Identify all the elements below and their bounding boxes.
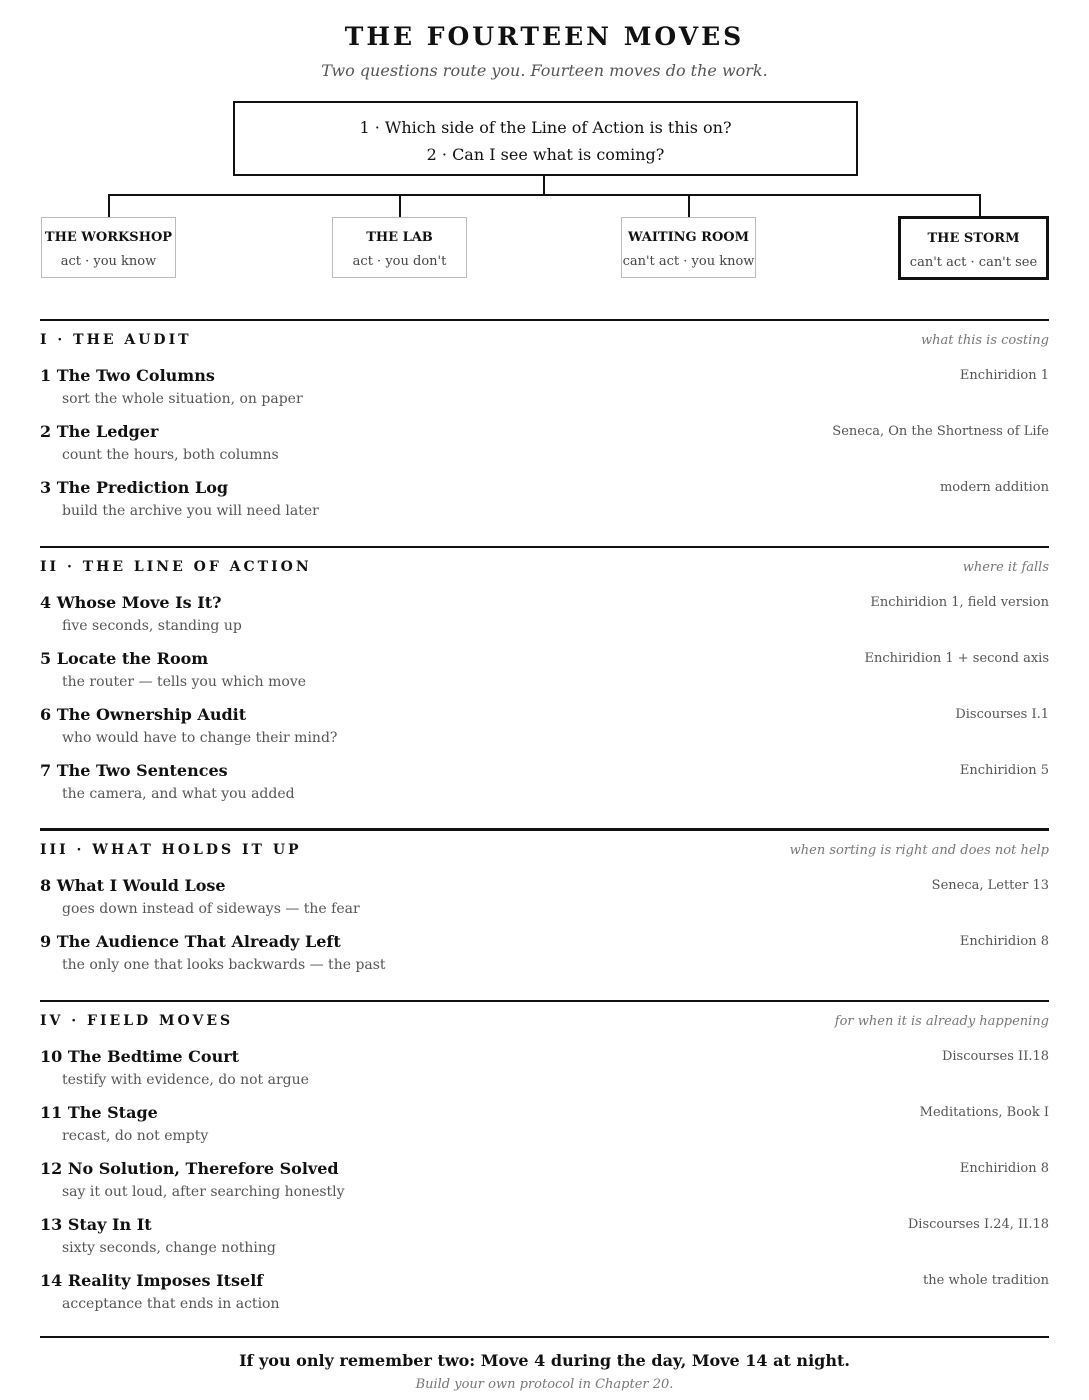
room-name: THE STORM	[927, 231, 1020, 246]
connector-stem	[543, 174, 545, 196]
move-description: build the archive you will need later	[62, 503, 319, 519]
move-description: who would have to change their mind?	[62, 730, 338, 746]
question-one: 1 · Which side of the Line of Action is this on?	[359, 118, 732, 137]
move-description: five seconds, standing up	[62, 618, 242, 634]
section-title: I · THE AUDIT	[40, 332, 192, 348]
move-item	[40, 761, 1049, 811]
connector-drop-storm	[979, 194, 981, 217]
room-condition: can't act · you know	[622, 254, 755, 269]
move-title: 4 Whose Move Is It?	[40, 593, 222, 612]
move-title: 7 The Two Sentences	[40, 761, 228, 780]
question-two: 2 · Can I see what is coming?	[426, 145, 665, 164]
room-condition: act · you know	[60, 254, 157, 269]
move-item	[40, 932, 1049, 982]
move-source: Enchiridion 1, field version	[870, 595, 1049, 610]
footer-note: Build your own protocol in Chapter 20.	[415, 1377, 674, 1392]
section-title: II · THE LINE OF ACTION	[40, 559, 312, 575]
move-description: sort the whole situation, on paper	[62, 391, 303, 407]
move-source: Enchiridion 8	[959, 1161, 1049, 1176]
room-lab	[332, 217, 467, 278]
move-title: 12 No Solution, Therefore Solved	[40, 1159, 339, 1178]
move-description: acceptance that ends in action	[62, 1296, 280, 1312]
footer-summary: If you only remember two: Move 4 during the day, Move 14 at night.	[239, 1351, 850, 1370]
move-title: 2 The Ledger	[40, 422, 159, 441]
move-title: 13 Stay In It	[40, 1215, 152, 1234]
section-note: where it falls	[962, 560, 1049, 575]
move-item	[40, 1271, 1049, 1321]
move-description: goes down instead of sideways — the fear	[62, 901, 360, 917]
move-item	[40, 649, 1049, 699]
section-divider	[40, 1000, 1049, 1002]
move-title: 3 The Prediction Log	[40, 478, 229, 497]
move-description: the only one that looks backwards — the past	[62, 957, 386, 973]
move-description: sixty seconds, change nothing	[62, 1240, 276, 1256]
move-item	[40, 478, 1049, 528]
move-source: modern addition	[939, 480, 1049, 495]
move-description: the router — tells you which move	[62, 674, 307, 690]
move-source: Discourses I.1	[955, 707, 1049, 722]
move-description: count the hours, both columns	[62, 447, 279, 463]
move-item	[40, 593, 1049, 643]
move-source: the whole tradition	[923, 1273, 1049, 1288]
page-subtitle: Two questions route you. Fourteen moves do the work.	[321, 61, 768, 80]
move-source: Seneca, Letter 13	[931, 878, 1049, 893]
room-name: THE WORKSHOP	[44, 230, 173, 245]
page-title: THE FOURTEEN MOVES	[344, 22, 745, 51]
section-divider	[40, 546, 1049, 548]
move-item	[40, 366, 1049, 416]
room-name: WAITING ROOM	[627, 230, 750, 245]
move-title: 10 The Bedtime Court	[40, 1047, 240, 1066]
move-source: Enchiridion 8	[959, 934, 1049, 949]
room-storm	[898, 216, 1049, 280]
section-divider	[40, 319, 1049, 321]
footer-divider	[40, 1336, 1049, 1338]
room-name: THE LAB	[366, 230, 433, 245]
move-source: Discourses I.24, II.18	[907, 1217, 1049, 1232]
move-item	[40, 1215, 1049, 1265]
move-source: Enchiridion 1 + second axis	[864, 651, 1049, 666]
move-source: Seneca, On the Shortness of Life	[832, 424, 1049, 439]
move-description: the camera, and what you added	[62, 786, 295, 802]
move-description: testify with evidence, do not argue	[62, 1072, 309, 1088]
move-title: 11 The Stage	[40, 1103, 158, 1122]
section-title: III · WHAT HOLDS IT UP	[40, 842, 302, 858]
room-workshop	[41, 217, 176, 278]
move-item	[40, 1159, 1049, 1209]
section-title: IV · FIELD MOVES	[40, 1013, 234, 1029]
section-note: for when it is already happening	[834, 1014, 1049, 1029]
connector-drop-workshop	[108, 194, 110, 217]
move-title: 1 The Two Columns	[40, 366, 215, 385]
room-condition: can't act · can't see	[909, 255, 1038, 270]
move-description: recast, do not empty	[62, 1128, 209, 1144]
connector-drop-lab	[399, 194, 401, 217]
room-condition: act · you don't	[352, 254, 447, 269]
move-description: say it out loud, after searching honestly	[62, 1184, 345, 1200]
room-waiting	[621, 217, 756, 278]
move-item	[40, 1047, 1049, 1097]
move-source: Meditations, Book I	[919, 1105, 1049, 1120]
move-item	[40, 422, 1049, 472]
connector-bar	[108, 194, 981, 196]
move-item	[40, 1103, 1049, 1153]
move-title: 5 Locate the Room	[40, 649, 209, 668]
move-title: 6 The Ownership Audit	[40, 705, 247, 724]
move-item	[40, 876, 1049, 926]
move-title: 14 Reality Imposes Itself	[40, 1271, 264, 1290]
section-divider	[40, 828, 1049, 831]
move-item	[40, 705, 1049, 755]
move-source: Discourses II.18	[941, 1049, 1049, 1064]
connector-drop-waiting	[688, 194, 690, 217]
move-title: 8 What I Would Lose	[40, 876, 226, 895]
move-source: Enchiridion 5	[959, 763, 1049, 778]
section-note: when sorting is right and does not help	[789, 843, 1049, 858]
routing-questions-box	[233, 101, 858, 176]
move-title: 9 The Audience That Already Left	[40, 932, 341, 951]
section-note: what this is costing	[921, 333, 1049, 348]
move-source: Enchiridion 1	[959, 368, 1049, 383]
